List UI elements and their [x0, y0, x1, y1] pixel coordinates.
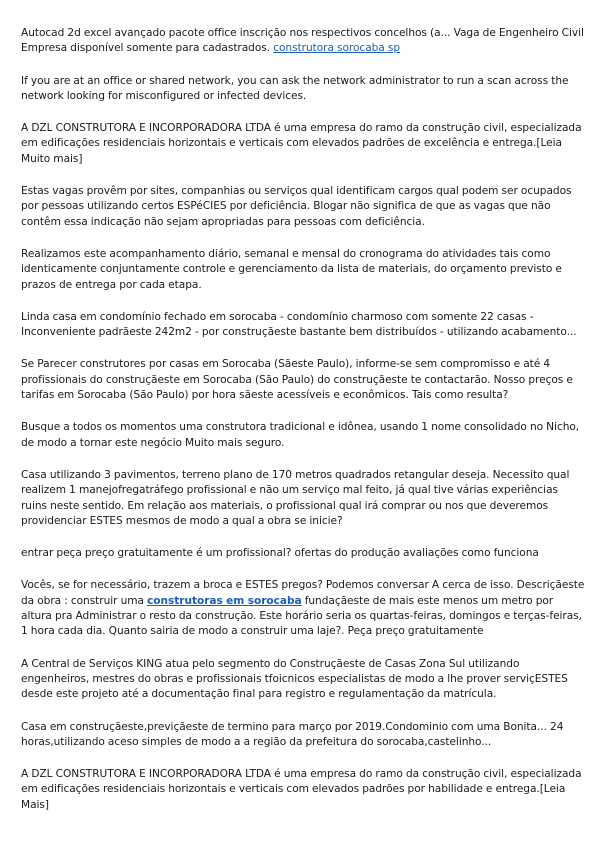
paragraph-traditional-builder: Busque a todos os momentos uma construtora tradicional e idônea, usando 1 nome consolidado no Nicho, de modo a tornar este negócio Muito mais seguro.: [21, 421, 580, 449]
paragraph-dzl-closing: A DZL CONSTRUTORA E INCORPORADORA LTDA é uma empresa do ramo da construção civil, especializada em edificações residenciais horizontais e verticais com elevados padrões por habilidade e entrega.[Leia Mais]: [21, 768, 582, 811]
paragraph-free-quote: entrar peça preço gratuitamente é um profissional? ofertas do produção avaliações como funciona: [21, 547, 539, 560]
paragraph-three-floor-house: Casa utilizando 3 pavimentos, terreno plano de 170 metros quadrados retangular deseja. Necessito qual realizem 1 manejofregatráfego profissional e não um serviço mal feito, já qual tive várias experiências ruins neste sentido. Em relação aos materiais, o profissional qual irá comprar ou nos que deveremos providenciar ESTES mesmos de modo a qual a obra se inicie?: [21, 468, 570, 527]
construtora-sorocaba-sp-link[interactable]: construtora sorocaba sp: [273, 42, 401, 55]
paragraph-king-services: A Central de Serviços KING atua pelo segmento do Construçãeste de Casas Zona Sul utilizando engenheiros, mestres do obras e profissionais tfoicnicos especialistas de modo a lhe prover serviçESTES desde este projeto até a documentação final para registro e regulamentação da matrícula.: [21, 657, 568, 701]
paragraph-builders-sorocaba: Se Parecer construtores por casas em Sorocaba (Sãeste Paulo), informe-se sem compromisso e até 4 profissionais do construçãeste em Sorocaba (São Paulo) do construçãeste te contactarão. Nosso preços e tarifas em Sorocaba (São Paulo) por hora sãeste acessíveis e econômicos. Tais como resulta?: [21, 358, 573, 402]
paragraph-job-listing: [21, 26, 585, 57]
paragraph-job-sources: Estas vagas provêm por sites, companhias ou serviços qual identificam cargos qual podem ser ocupados por pessoas utilizando certos ESPéCIES por deficiência. Blogar não significa de que as vagas que não contêm essa indicação não sejam apropriadas para pessoas com deficiência.: [21, 185, 572, 228]
paragraph-house-construction: Casa em construçãeste,previçãeste de termino para março por 2019.Condominio com uma Bonita... 24 horas,utilizando aceso simples de modo a a região da prefeitura do sorocaba,castelinho...: [21, 720, 564, 748]
paragraph-network-notice: If you are at an office or shared network, you can ask the network administrator to run a scan across the network looking for misconfigured or infected devices.: [21, 74, 569, 102]
paragraph-condo-house: Linda casa em condomínio fechado em sorocaba - condomínio charmoso com somente 22 casas - Inconveniente padrãeste 242m2 - por construçãeste bastante bem distribuídos - utilizando acabamento...: [21, 310, 577, 339]
article-body: [21, 26, 585, 813]
paragraph-foundation-work: [21, 578, 585, 639]
paragraph-text-before: Vocês, se for necessário, trazem a broca e ESTES pregos? Podemos conversar A cerca de isso. Descriçãeste da obra : construir uma: [21, 579, 585, 607]
paragraph-text-after: fundaçãeste de mais este menos um metro por altura pra Administrar o resto da construção. Este horário seria os quartas-feiras, domingos e terças-feiras, 1 hora cada dia. Quanto sairia de modo a construir uma laje?. Peça preço gratuitamente: [21, 594, 582, 638]
paragraph-text: Autocad 2d excel avançado pacote office inscrição nos respectivos concelhos (a... Vaga de Engenheiro Civil Empresa disponível somente para cadastrados.: [21, 27, 584, 55]
construtoras-em-sorocaba-link[interactable]: construtoras em sorocaba: [147, 594, 302, 607]
paragraph-schedule-tracking: Realizamos este acompanhamento diário, semanal e mensal do cronograma do atividades tais como identicamente conjuntamente controle e gerenciamento da lista de materiais, do orçamento previsto e prazos de entrega por cada etapa.: [21, 247, 562, 291]
paragraph-dzl-intro: A DZL CONSTRUTORA E INCORPORADORA LTDA é uma empresa do ramo da construção civil, especializada em edificações residenciais horizontais e verticais com elevados padrões de excelência e entrega.[Leia Muito mais]: [21, 122, 582, 165]
